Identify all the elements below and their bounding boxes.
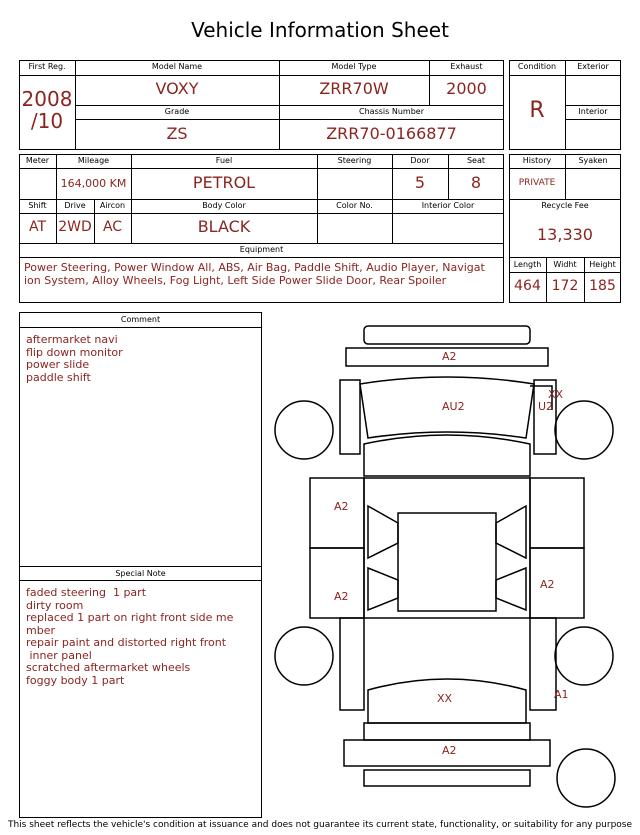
- comment-block: [19, 312, 262, 818]
- shift-value: AT: [28, 219, 47, 235]
- wheel-rear-left: [275, 627, 333, 685]
- rear-lower-panel: [364, 770, 530, 786]
- door-label: Door: [410, 156, 430, 165]
- exhaust-label: Exhaust: [450, 62, 483, 71]
- special-note-list: [26, 587, 258, 687]
- exterior-label: Exterior: [577, 62, 609, 71]
- grade-label: Grade: [164, 107, 190, 116]
- interior-label: Interior: [578, 107, 608, 116]
- history-value: PRIVATE: [518, 178, 556, 188]
- mark-right-slide-door: A2: [540, 578, 555, 591]
- equipment-line-2: ion System, Alloy Wheels, Fog Light, Left Side Power Slide Door, Rear Spoiler: [24, 274, 447, 287]
- mark-left-front-door: A2: [334, 500, 349, 513]
- wheel-rear-right: [555, 627, 613, 685]
- drive-label: Drive: [64, 201, 86, 210]
- special-note-item: faded steering 1 part: [26, 586, 147, 599]
- chassis-label: Chassis Number: [359, 107, 424, 116]
- windshield-panel: [364, 435, 530, 476]
- comment-item: aftermarket navi: [26, 333, 118, 346]
- model-name-label: Model Name: [151, 62, 203, 71]
- special-note-label: Special Note: [115, 569, 166, 578]
- special-note-item: dirty room: [26, 598, 84, 612]
- disclaimer-footer: This sheet reflects the vehicle's condition at issuance and does not guarantee its current state, functionality, or suitability for any purpose: [7, 820, 633, 830]
- wheel-front-right: [555, 401, 613, 459]
- model-name-value: VOXY: [155, 79, 199, 98]
- body-color-label: Body Color: [202, 201, 246, 210]
- right-front-door-panel: [530, 478, 584, 548]
- mark-front-bumper: A2: [442, 350, 457, 363]
- mark-hood: AU2: [442, 400, 465, 413]
- roof-panel: [398, 513, 496, 611]
- length-label: Length: [513, 260, 542, 269]
- right-rear-door-panel: [530, 548, 584, 618]
- equipment-line-1: Power Steering, Power Window All, ABS, Air Bag, Paddle Shift, Audio Player, Navigat: [24, 261, 485, 274]
- comment-item: paddle shift: [26, 370, 91, 384]
- equipment-label: Equipment: [239, 245, 284, 254]
- special-note-item: repair paint and distorted right front: [26, 636, 227, 649]
- left-rear-door-panel: [310, 548, 364, 618]
- special-note-item: replaced 1 part on right front side me: [26, 611, 234, 624]
- fuel-label: Fuel: [215, 156, 233, 165]
- front-bumper-panel: [364, 326, 530, 344]
- door-value: 5: [414, 173, 426, 192]
- comment-item: flip down monitor: [26, 345, 123, 359]
- mark-left-rear-door: A2: [334, 590, 349, 603]
- mark-front-right-2: U2: [538, 400, 554, 413]
- history-label: History: [522, 156, 552, 165]
- mark-rear-right: A1: [554, 688, 569, 701]
- special-note-item: inner panel: [26, 648, 92, 662]
- special-note-item: scratched aftermarket wheels: [26, 661, 191, 674]
- first-reg-year: 2008: [21, 87, 73, 111]
- model-type-label: Model Type: [331, 62, 377, 71]
- wheel-front-left: [275, 401, 333, 459]
- recycle-fee-label: Recycle Fee: [541, 201, 589, 210]
- interior-color-label: Interior Color: [421, 201, 475, 210]
- seat-value: 8: [470, 173, 482, 192]
- model-type-value: ZRR70W: [319, 79, 389, 98]
- first-reg-month: /10: [30, 109, 64, 133]
- fuel-value: PETROL: [192, 173, 256, 192]
- exhaust-value: 2000: [446, 79, 487, 98]
- comment-item: power slide: [26, 358, 90, 371]
- car-damage-diagram: [268, 318, 628, 818]
- special-note-item: mber: [26, 623, 55, 637]
- color-no-label: Color No.: [336, 201, 373, 210]
- left-front-door-panel: [310, 478, 364, 548]
- recycle-fee-value: 13,330: [537, 225, 593, 244]
- meter-label: Meter: [25, 156, 50, 165]
- special-note-item: foggy body 1 part: [26, 673, 125, 687]
- body-color-value: BLACK: [197, 217, 251, 236]
- mark-front-right: XX: [548, 388, 564, 401]
- condition-value: R: [529, 98, 545, 123]
- steering-label: Steering: [337, 156, 372, 165]
- left-quarter-panel: [340, 618, 364, 710]
- width-value: 172: [551, 278, 579, 294]
- grade-value: ZS: [166, 124, 188, 143]
- seat-label: Seat: [466, 156, 486, 165]
- mileage-value: 164,000 KM: [60, 177, 127, 190]
- left-front-fender: [340, 380, 360, 454]
- height-value: 185: [589, 278, 616, 294]
- mark-rear-window: XX: [437, 692, 453, 705]
- page-title: Vehicle Information Sheet: [191, 18, 449, 42]
- spare-tire: [557, 749, 615, 807]
- shift-label: Shift: [28, 201, 47, 210]
- chassis-value: ZRR70-0166877: [326, 124, 457, 143]
- mark-rear-bumper: A2: [442, 744, 457, 757]
- tailgate-panel: [364, 723, 530, 740]
- aircon-label: Aircon: [99, 201, 126, 210]
- height-label: Height: [589, 260, 616, 269]
- drive-value: 2WD: [58, 219, 92, 235]
- syaken-label: Syaken: [578, 156, 608, 165]
- condition-label: Condition: [517, 62, 557, 71]
- first-reg-label: First Reg.: [28, 62, 66, 71]
- comment-label: Comment: [120, 315, 161, 324]
- comment-list: [26, 334, 258, 384]
- width-label: Widht: [553, 260, 577, 269]
- right-quarter-panel: [530, 618, 556, 710]
- mileage-label: Mileage: [77, 156, 110, 165]
- aircon-value: AC: [102, 219, 123, 235]
- length-value: 464: [514, 278, 541, 294]
